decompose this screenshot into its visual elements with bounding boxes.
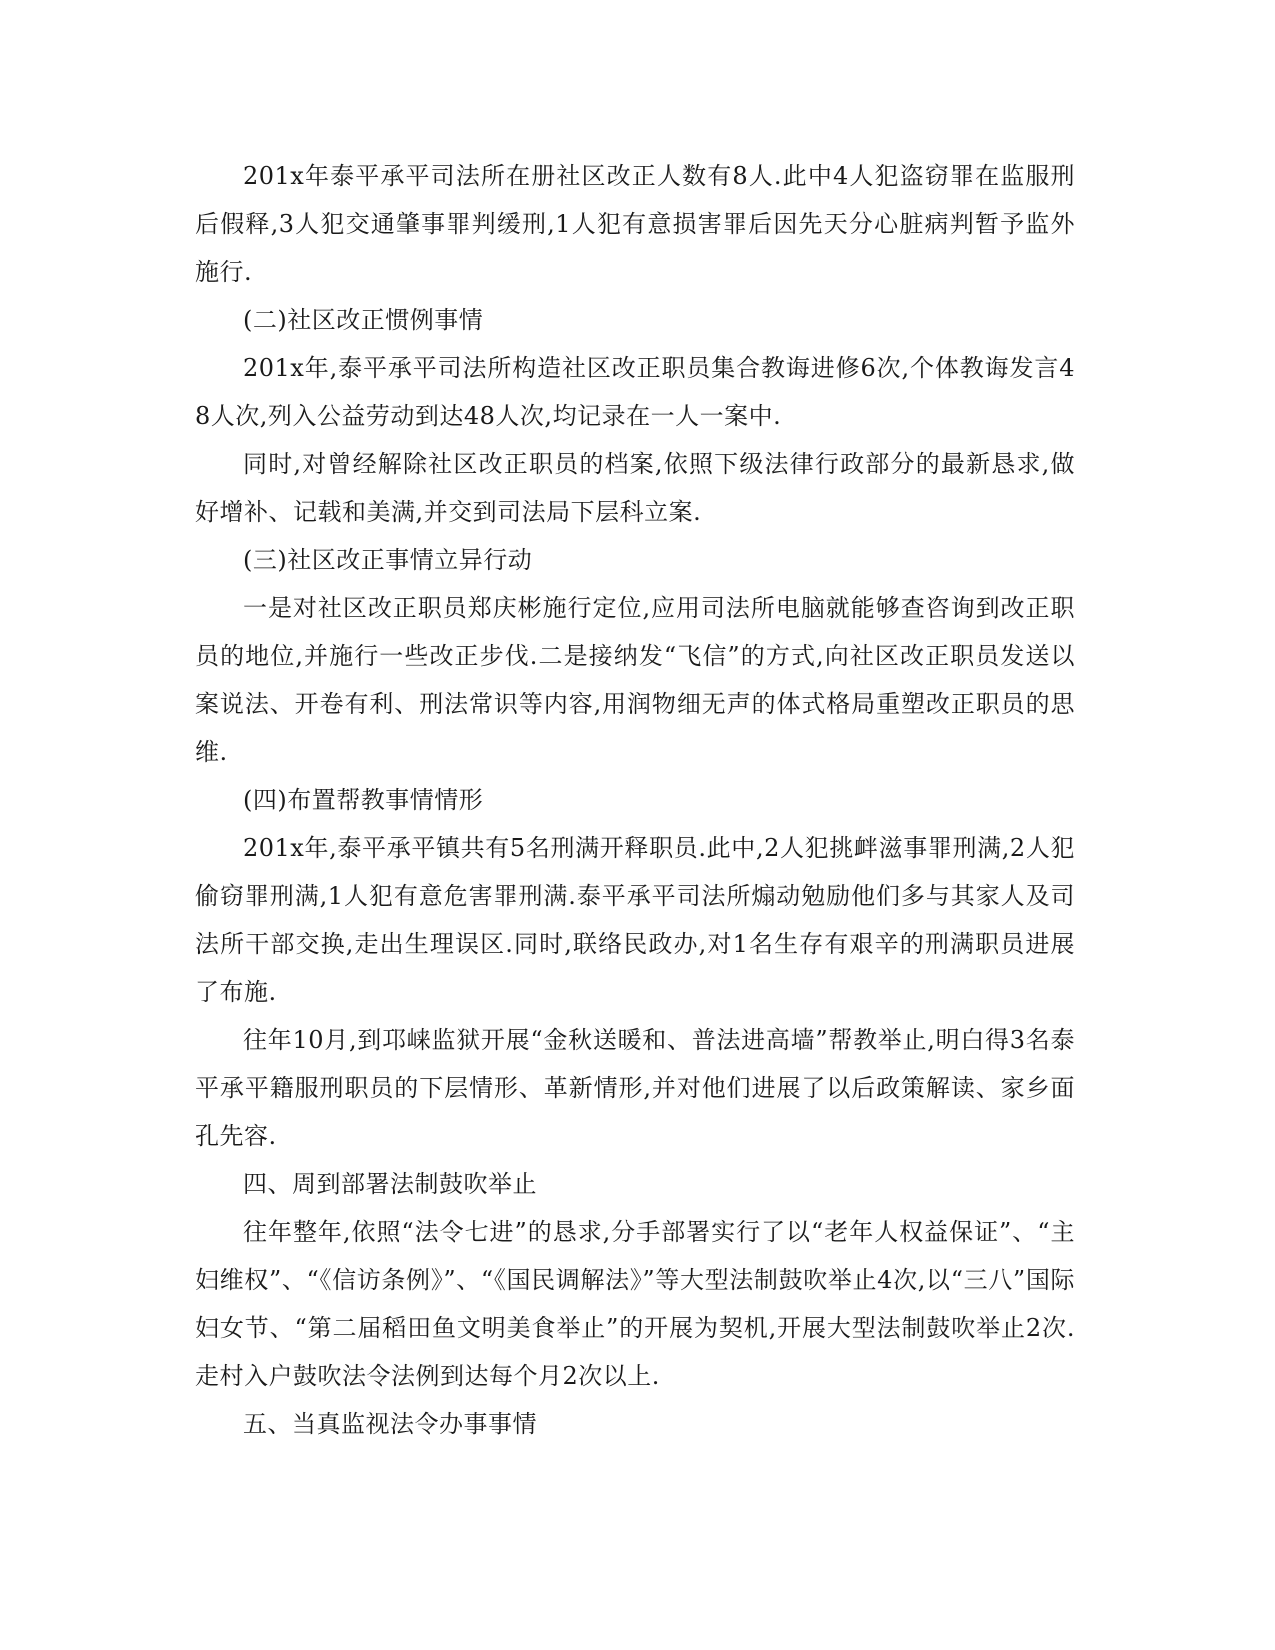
paragraph-publicity-activities: 往年整年,依照“法令七进”的恳求,分手部署实行了以“老年人权益保证”、“主妇维权”、“《信访条例》”、“《国民调解法》”等大型法制鼓吹举止4次,以“三八”国际妇女节、“第二届稻田鱼文明美食举止”的开展为契机,开展大型法制鼓吹举止2次.走村入户鼓吹法令法例到达每个月2次以上. [195, 1218, 1075, 1390]
paragraph-innovation-detail: 一是对社区改正职员郑庆彬施行定位,应用司法所电脑就能够查咨询到改正职员的地位,并施行一些改正步伐.二是接纳发“飞信”的方式,向社区改正职员发送以案说法、开卷有利、刑法常识等内容,用润物细无声的体式格局重塑改正职员的思维. [195, 594, 1075, 766]
heading-legal-services: 五、当真监视法令办事事情 [243, 1410, 537, 1438]
document-body [195, 152, 1075, 1448]
paragraph-education-stats: 201x年,泰平承平司法所构造社区改正职员集合教诲进修6次,个体教诲发言48人次,列入公益劳动到达48人次,均记录在一人一案中. [195, 354, 1075, 430]
heading-legal-publicity: 四、周到部署法制鼓吹举止 [243, 1170, 537, 1198]
paragraph-prison-visit: 往年10月,到邛崃监狱开展“金秋送暖和、普法进高墙”帮教举止,明白得3名泰平承平籍服刑职员的下层情形、革新情形,并对他们进展了以后政策解读、家乡面孔先容. [195, 1026, 1075, 1150]
heading-assistance-work: (四)布置帮教事情情形 [243, 786, 484, 814]
heading-routine-work: (二)社区改正惯例事情 [243, 306, 484, 334]
heading-innovation-measures: (三)社区改正事情立异行动 [243, 546, 533, 574]
paragraph-archive-handling: 同时,对曾经解除社区改正职员的档案,依照下级法律行政部分的最新恳求,做好增补、记载和美满,并交到司法局下层科立案. [195, 450, 1075, 526]
paragraph-released-persons: 201x年,泰平承平镇共有5名刑满开释职员.此中,2人犯挑衅滋事罪刑满,2人犯偷窃罪刑满,1人犯有意危害罪刑满.泰平承平司法所煽动勉励他们多与其家人及司法所干部交换,走出生理误区.同时,联络民政办,对1名生存有艰辛的刑满职员进展了布施. [195, 834, 1075, 1006]
paragraph-offender-count: 201x年泰平承平司法所在册社区改正人数有8人.此中4人犯盗窃罪在监服刑后假释,3人犯交通肇事罪判缓刑,1人犯有意损害罪后因先天分心脏病判暂予监外施行. [195, 162, 1075, 286]
